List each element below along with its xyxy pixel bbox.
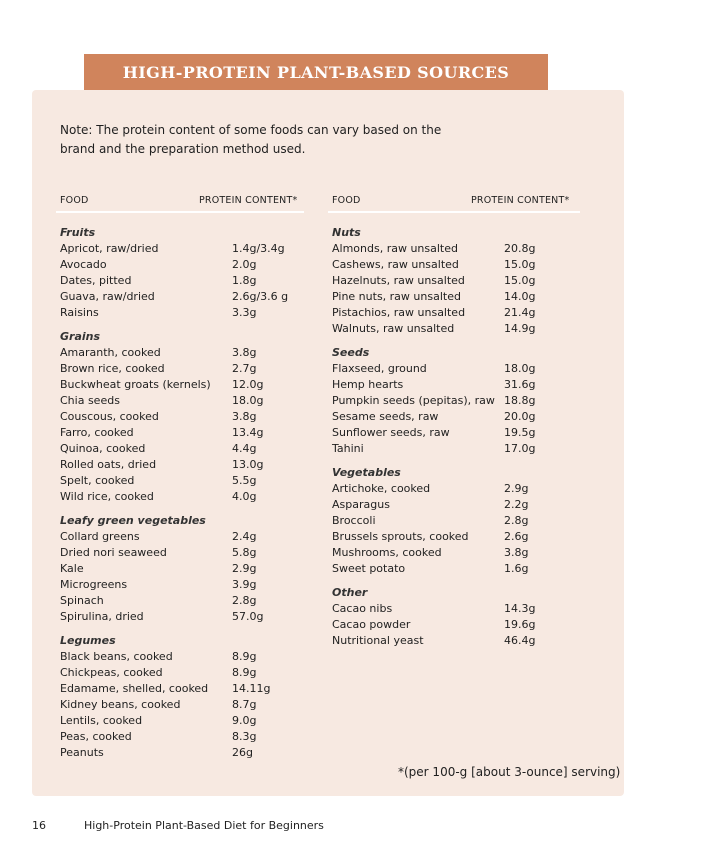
table-row [332, 561, 592, 577]
protein-value: 19.5g [504, 426, 536, 439]
category-heading: Other [332, 586, 368, 599]
table-row [332, 545, 592, 561]
table-row [332, 361, 592, 377]
table-row [60, 305, 310, 321]
table-row [60, 729, 310, 745]
food-name: Pumpkin seeds (pepitas), raw [332, 394, 495, 407]
protein-value: 8.9g [232, 650, 257, 663]
protein-value: 46.4g [504, 634, 536, 647]
protein-value: 2.2g [504, 498, 529, 511]
protein-value: 18.0g [232, 394, 264, 407]
food-name: Sesame seeds, raw [332, 410, 439, 423]
food-name: Pine nuts, raw unsalted [332, 290, 461, 303]
protein-value: 2.9g [232, 562, 257, 575]
table-row [60, 745, 310, 761]
protein-value: 1.8g [232, 274, 257, 287]
table-row [60, 609, 310, 625]
protein-value: 57.0g [232, 610, 264, 623]
food-name: Couscous, cooked [60, 410, 159, 423]
protein-value: 3.3g [232, 306, 257, 319]
category-heading: Grains [60, 330, 101, 343]
table-row [60, 561, 310, 577]
food-name: Hemp hearts [332, 378, 404, 391]
category-heading: Seeds [332, 346, 370, 359]
left-food-column [60, 225, 310, 761]
protein-value: 8.9g [232, 666, 257, 679]
protein-value: 2.7g [232, 362, 257, 375]
protein-value: 12.0g [232, 378, 264, 391]
food-name: Kidney beans, cooked [60, 698, 181, 711]
table-row [60, 393, 310, 409]
food-name: Brown rice, cooked [60, 362, 165, 375]
table-row [60, 681, 310, 697]
page-title: HIGH-PROTEIN PLANT-BASED SOURCES [84, 54, 548, 90]
protein-value: 2.6g [504, 530, 529, 543]
table-row [332, 425, 592, 441]
protein-value: 4.4g [232, 442, 257, 455]
table-row [332, 617, 592, 633]
table-row [332, 441, 592, 457]
food-name: Quinoa, cooked [60, 442, 146, 455]
food-name: Cacao powder [332, 618, 411, 631]
food-name: Mushrooms, cooked [332, 546, 442, 559]
table-row [332, 241, 592, 257]
food-name: Asparagus [332, 498, 390, 511]
protein-value: 14.3g [504, 602, 536, 615]
food-name: Cashews, raw unsalted [332, 258, 459, 271]
protein-value: 5.5g [232, 474, 257, 487]
right-column-header [332, 195, 582, 209]
protein-value: 19.6g [504, 618, 536, 631]
protein-value: 13.4g [232, 426, 264, 439]
table-row [332, 633, 592, 649]
food-name: Collard greens [60, 530, 140, 543]
table-row [60, 289, 310, 305]
table-row [60, 441, 310, 457]
food-name: Black beans, cooked [60, 650, 173, 663]
table-row [332, 601, 592, 617]
table-row [60, 713, 310, 729]
protein-value: 18.8g [504, 394, 536, 407]
right-header-divider [328, 211, 580, 213]
food-name: Chickpeas, cooked [60, 666, 163, 679]
table-row [60, 697, 310, 713]
food-name: Microgreens [60, 578, 128, 591]
table-row [60, 593, 310, 609]
protein-value: 8.3g [232, 730, 257, 743]
food-name: Spelt, cooked [60, 474, 135, 487]
food-name: Cacao nibs [332, 602, 393, 615]
protein-value: 14.0g [504, 290, 536, 303]
protein-value: 13.0g [232, 458, 264, 471]
table-row [332, 321, 592, 337]
table-row [332, 377, 592, 393]
food-name: Guava, raw/dried [60, 290, 155, 303]
table-row [60, 473, 310, 489]
table-row [60, 273, 310, 289]
table-row [60, 425, 310, 441]
food-name: Wild rice, cooked [60, 490, 154, 503]
food-name: Nutritional yeast [332, 634, 424, 647]
food-name: Apricot, raw/dried [60, 242, 159, 255]
protein-value: 2.0g [232, 258, 257, 271]
table-row [60, 361, 310, 377]
protein-value: 5.8g [232, 546, 257, 559]
table-row [60, 649, 310, 665]
food-name: Artichoke, cooked [332, 482, 431, 495]
left-column-header [60, 195, 310, 209]
table-row [332, 513, 592, 529]
table-row [60, 665, 310, 681]
protein-value: 1.4g/3.4g [232, 242, 285, 255]
table-row [60, 545, 310, 561]
food-name: Kale [60, 562, 84, 575]
protein-value: 20.8g [504, 242, 536, 255]
protein-value: 2.8g [504, 514, 529, 527]
page-number: 16 [32, 819, 46, 832]
food-name: Pistachios, raw unsalted [332, 306, 466, 319]
protein-value: 3.8g [504, 546, 529, 559]
food-name: Spirulina, dried [60, 610, 144, 623]
protein-value: 15.0g [504, 274, 536, 287]
category-heading: Leafy green vegetables [60, 514, 206, 527]
food-name: Peas, cooked [60, 730, 132, 743]
table-row [60, 345, 310, 361]
food-name: Dates, pitted [60, 274, 132, 287]
food-name: Buckwheat groats (kernels) [60, 378, 211, 391]
table-row [332, 529, 592, 545]
protein-value: 4.0g [232, 490, 257, 503]
note-text: Note: The protein content of some foods can vary based on the brand and the preparation method used. [60, 123, 442, 156]
food-name: Spinach [60, 594, 104, 607]
protein-value: 26g [232, 746, 253, 759]
table-row [332, 393, 592, 409]
protein-value: 2.4g [232, 530, 257, 543]
table-row [60, 577, 310, 593]
protein-value: 8.7g [232, 698, 257, 711]
food-name: Farro, cooked [60, 426, 134, 439]
protein-value: 20.0g [504, 410, 536, 423]
right-food-column [332, 225, 592, 649]
table-row [60, 409, 310, 425]
food-name: Hazelnuts, raw unsalted [332, 274, 465, 287]
protein-value: 14.11g [232, 682, 271, 695]
table-row [60, 241, 310, 257]
protein-value: 1.6g [504, 562, 529, 575]
table-row [332, 497, 592, 513]
table-row [332, 273, 592, 289]
table-row [60, 489, 310, 505]
protein-value: 18.0g [504, 362, 536, 375]
food-name: Almonds, raw unsalted [332, 242, 458, 255]
table-row [332, 305, 592, 321]
table-row [60, 377, 310, 393]
protein-value: 17.0g [504, 442, 536, 455]
category-heading: Vegetables [332, 466, 401, 479]
table-row [60, 529, 310, 545]
protein-header: PROTEIN CONTENT* [199, 195, 298, 206]
category-heading: Nuts [332, 226, 361, 239]
protein-value: 31.6g [504, 378, 536, 391]
table-row [60, 457, 310, 473]
food-name: Peanuts [60, 746, 104, 759]
protein-value: 15.0g [504, 258, 536, 271]
food-name: Avocado [60, 258, 107, 271]
food-name: Dried nori seaweed [60, 546, 167, 559]
food-name: Chia seeds [60, 394, 120, 407]
food-name: Sweet potato [332, 562, 406, 575]
food-header: FOOD [332, 195, 361, 206]
left-header-divider [56, 211, 304, 213]
protein-value: 14.9g [504, 322, 536, 335]
food-name: Raisins [60, 306, 99, 319]
food-name: Flaxseed, ground [332, 362, 427, 375]
protein-value: 3.9g [232, 578, 257, 591]
table-row [60, 257, 310, 273]
footnote: *(per 100-g [about 3-ounce] serving) [398, 765, 621, 779]
food-header: FOOD [60, 195, 89, 206]
table-row [332, 257, 592, 273]
table-row [332, 409, 592, 425]
protein-value: 21.4g [504, 306, 536, 319]
food-name: Brussels sprouts, cooked [332, 530, 469, 543]
book-title: High-Protein Plant-Based Diet for Beginners [84, 819, 324, 832]
food-name: Rolled oats, dried [60, 458, 157, 471]
protein-value: 3.8g [232, 410, 257, 423]
category-heading: Legumes [60, 634, 116, 647]
food-name: Broccoli [332, 514, 376, 527]
food-name: Walnuts, raw unsalted [332, 322, 455, 335]
protein-value: 3.8g [232, 346, 257, 359]
table-row [332, 481, 592, 497]
protein-value: 9.0g [232, 714, 257, 727]
protein-header: PROTEIN CONTENT* [471, 195, 570, 206]
food-name: Lentils, cooked [60, 714, 143, 727]
food-name: Sunflower seeds, raw [332, 426, 450, 439]
protein-value: 2.6g/3.6 g [232, 290, 289, 303]
food-name: Edamame, shelled, cooked [60, 682, 209, 695]
table-row [332, 289, 592, 305]
food-name: Amaranth, cooked [60, 346, 161, 359]
protein-value: 2.8g [232, 594, 257, 607]
category-heading: Fruits [60, 226, 96, 239]
food-name: Tahini [332, 442, 364, 455]
protein-value: 2.9g [504, 482, 529, 495]
